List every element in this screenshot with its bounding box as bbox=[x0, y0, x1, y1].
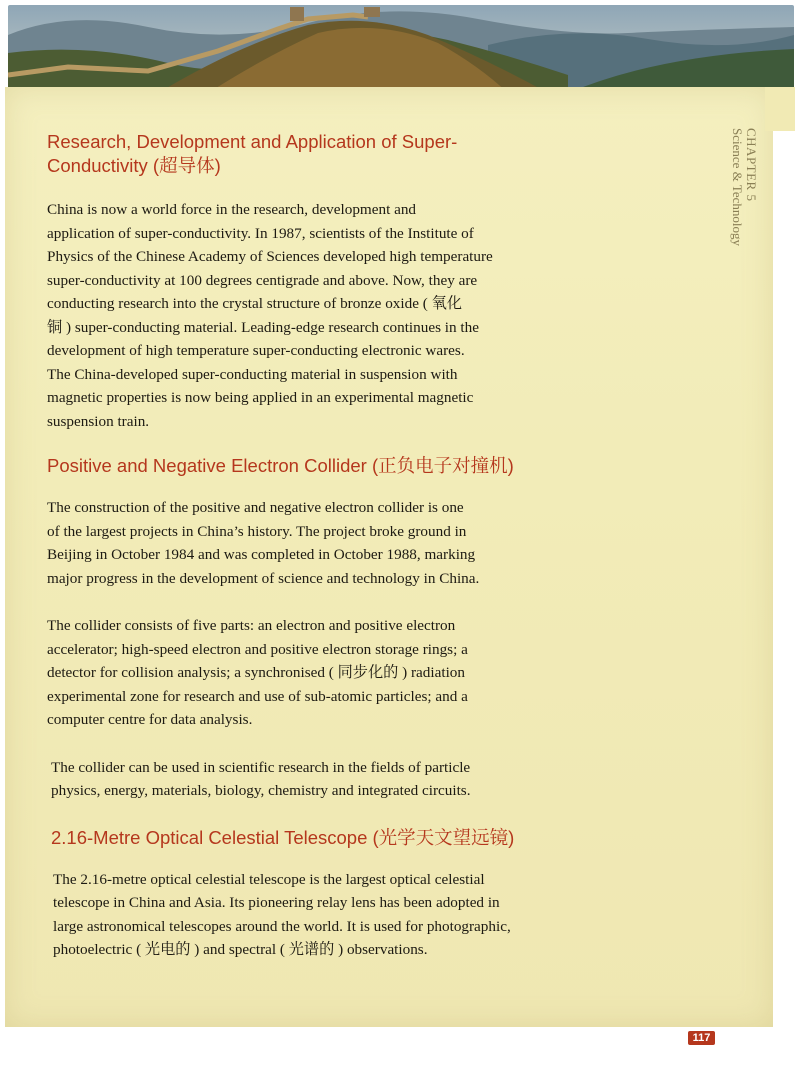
text-line: 铜 ) super-conducting material. Leading-edge research continues in the bbox=[47, 318, 479, 336]
title-line: 2.16-Metre Optical Celestial Telescope (光学天文望远镜) bbox=[51, 826, 515, 848]
chapter-sidebar bbox=[722, 128, 762, 268]
paragraph-telescope bbox=[47, 868, 537, 962]
text-line: development of high temperature super-conducting electronic wares. bbox=[47, 342, 465, 359]
page-number-badge: 117 bbox=[688, 1031, 715, 1045]
text-line: The China-developed super-conducting material in suspension with bbox=[47, 365, 458, 383]
paragraph-collider-parts bbox=[47, 614, 537, 732]
text-line: conducting research into the crystal structure of bronze oxide ( 氧化 bbox=[47, 295, 462, 312]
text-line: telescope in China and Asia. Its pioneering relay lens has been adopted in bbox=[53, 894, 500, 911]
text-line: of the largest projects in China’s history. The project broke ground in bbox=[47, 522, 467, 540]
text-line: computer centre for data analysis. bbox=[47, 711, 253, 728]
text-line: The construction of the positive and negative electron collider is one bbox=[47, 499, 464, 516]
text-line: experimental zone for research and use of sub-atomic particles; and a bbox=[47, 687, 468, 705]
text-line: super-conductivity at 100 degrees centigrade and above. Now, they are bbox=[47, 271, 478, 289]
text-line: accelerator; high-speed electron and positive electron storage rings; a bbox=[47, 640, 468, 658]
text-line: Beijing in October 1984 and was completed in October 1988, marking bbox=[47, 546, 476, 563]
section-title-superconductivity bbox=[47, 130, 537, 178]
page-content bbox=[47, 130, 537, 962]
text-line: China is now a world force in the research, development and bbox=[47, 201, 417, 218]
text-line: The collider consists of five parts: an electron and positive electron bbox=[47, 617, 456, 634]
text-line: application of super-conductivity. In 1987, scientists of the Institute of bbox=[47, 224, 474, 242]
paragraph-collider-construction bbox=[47, 496, 537, 590]
title-line: Positive and Negative Electron Collider (正负电子对撞机) bbox=[47, 455, 514, 476]
section-title-electron-collider bbox=[47, 454, 537, 478]
text-line: physics, energy, materials, biology, chemistry and integrated circuits. bbox=[51, 782, 471, 799]
text-line: large astronomical telescopes around the world. It is used for photographic, bbox=[53, 917, 511, 935]
text-line: suspension train. bbox=[47, 412, 150, 430]
title-line: Conductivity (超导体) bbox=[47, 155, 221, 176]
text-line: The collider can be used in scientific research in the fields of particle bbox=[51, 758, 471, 776]
page-edge bbox=[765, 87, 795, 131]
text-line: The 2.16-metre optical celestial telescope is the largest optical celestial bbox=[53, 870, 485, 888]
section-title-telescope bbox=[47, 826, 537, 850]
paragraph-superconductivity bbox=[47, 198, 537, 433]
text-line: detector for collision analysis; a synchronised ( 同步化的 ) radiation bbox=[47, 664, 465, 681]
text-line: Physics of the Chinese Academy of Sciences developed high temperature bbox=[47, 248, 493, 265]
chapter-label: CHAPTER 5 bbox=[744, 128, 759, 202]
text-line: photoelectric ( 光电的 ) and spectral ( 光谱的 ) observations. bbox=[53, 941, 428, 958]
chapter-subject: Science & Technology bbox=[730, 128, 745, 246]
paragraph-collider-uses bbox=[47, 756, 537, 803]
title-line: Research, Development and Application of Super- bbox=[47, 131, 458, 152]
great-wall-banner-image bbox=[8, 5, 794, 93]
text-line: magnetic properties is now being applied in an experimental magnetic bbox=[47, 389, 474, 406]
text-line: major progress in the development of science and technology in China. bbox=[47, 569, 480, 587]
great-wall-landscape-illustration bbox=[8, 5, 794, 93]
